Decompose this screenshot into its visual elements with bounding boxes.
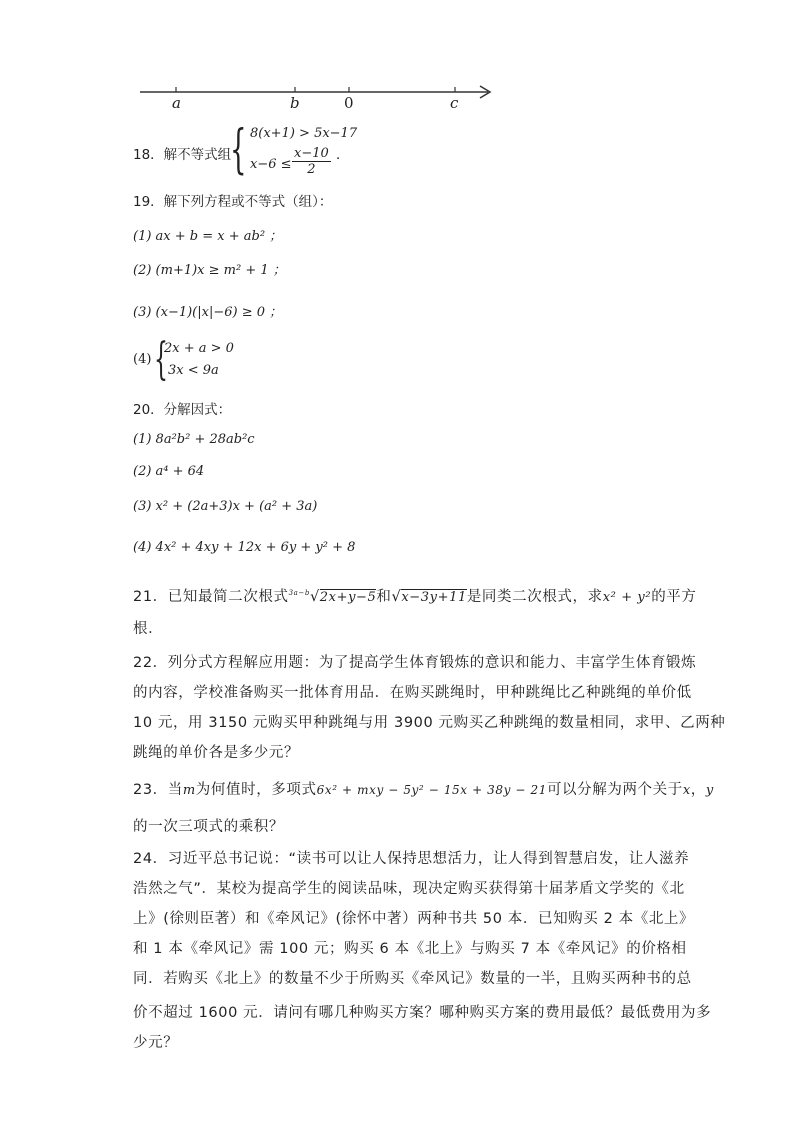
q22-line-3: 10 元，用 3150 元购买甲种跳绳与用 3900 元购买乙种跳绳的数量相同，求甲、乙两种 <box>133 715 726 731</box>
q23-var-x: x <box>682 783 691 798</box>
q21-text3: 是同类二次根式，求 <box>466 589 603 605</box>
q24-line-3: 上》(徐则臣著）和《牵风记》(徐怀中著）两种书共 50 本．已知购买 2 本《北上》 <box>133 911 695 927</box>
q19-item-2: (2) (m+1)x ≥ m² + 1 ； <box>133 263 286 278</box>
q23-line2: 的一次三项式的乘积？ <box>133 819 284 835</box>
q21-radical1: 2x+y−5 <box>319 590 377 605</box>
label-c: c <box>450 94 459 112</box>
q22-line-1: 22．列分式方程解应用题：为了提高学生体育锻炼的意识和能力、丰富学生体育锻炼 <box>133 655 697 671</box>
q22-line-4: 跳绳的单价各是多少元？ <box>133 745 300 761</box>
q20-title: 20．分解因式： <box>133 402 232 418</box>
q20-item-1: (1) 8a²b² + 28ab²c <box>133 432 255 447</box>
q24-line-5: 同．若购买《北上》的数量不少于所购买《牵风记》数量的一半，且购买两种书的总 <box>133 971 692 987</box>
q19-item-1: (1) ax + b = x + ab² ； <box>133 229 283 244</box>
label-a: a <box>172 94 181 112</box>
label-zero: 0 <box>344 94 354 112</box>
q19-item-4-line2: 3x < 9a <box>168 363 219 378</box>
q23-comma: ， <box>690 782 706 798</box>
number-line <box>138 78 498 114</box>
q20-item-4: (4) 4x² + 4xy + 12x + 6y + y² + 8 <box>133 540 356 555</box>
q18-line1: 8(x+1) > 5x−17 <box>250 126 358 141</box>
q21-radical2-icon: √ <box>391 589 402 605</box>
q24-line-1: 24．习近平总书记说：“读书可以让人保持思想活力，让人得到智慧启发，让人滋养 <box>133 851 690 867</box>
q22-line-2: 的内容，学校准备购买一批体育用品．在购买跳绳时，甲种跳绳比乙种跳绳的单价低 <box>133 685 692 701</box>
q19-item-3: (3) (x−1)(|x|−6) ≥ 0 ； <box>133 305 283 320</box>
q24-line-6: 价不超过 1600 元．请问有哪几种购买方案？哪种购买方案的费用最低？最低费用为多 <box>133 1005 712 1021</box>
q21-text4: 的平方 <box>651 589 697 605</box>
q21-text2: 和 <box>376 589 392 605</box>
q23-text2: 为何值时，多项式 <box>195 782 317 798</box>
q23-var-m: m <box>182 783 196 798</box>
q18-line2-left: x−6 ≤ <box>250 157 292 172</box>
q18-frac-den: 2 <box>307 162 316 177</box>
q23-var-y: y <box>705 783 714 798</box>
q19-title: 19．解下列方程或不等式（组）： <box>133 194 333 210</box>
q23-text1: 23．当 <box>133 782 183 798</box>
label-b: b <box>290 94 300 112</box>
q21-text1: 21．已知最简二次根式 <box>133 589 289 605</box>
q18-suffix: ． <box>336 147 350 163</box>
q24-line-4: 和 1 本《牵风记》需 100 元；购买 6 本《北上》与购买 7 本《牵风记》的价格相 <box>133 941 687 957</box>
q21-radical1-index: 3a−b <box>288 589 310 597</box>
q21-radical1-icon: √ <box>309 589 320 605</box>
q18-fraction <box>292 146 331 177</box>
q23-poly: 6x² + mxy − 5y² − 15x + 38y − 21 <box>316 783 547 797</box>
q18-prefix: 18．解不等式组 <box>133 147 232 163</box>
q24-line-2: 浩然之气”．某校为提高学生的阅读品味，现决定购买获得第十届茅盾文学奖的《北 <box>133 881 685 897</box>
q19-item-4-line1: 2x + a > 0 <box>164 341 234 356</box>
q23-text3: 可以分解为两个关于 <box>546 782 683 798</box>
q23-line1 <box>133 781 714 800</box>
q24-line-7: 少元？ <box>133 1035 179 1051</box>
q18-brace: { <box>230 120 247 180</box>
q21-line1 <box>133 584 697 607</box>
q19-item-4-label: (4) <box>133 352 152 367</box>
q21-line2: 根． <box>133 621 164 637</box>
q21-radical2: x−3y+11 <box>401 590 467 605</box>
q18-frac-num: x−10 <box>294 146 329 161</box>
q20-item-2: (2) a⁴ + 64 <box>133 464 205 479</box>
q20-item-3: (3) x² + (2a+3)x + (a² + 3a) <box>133 499 318 514</box>
q19-item-4-brace: { <box>154 334 168 385</box>
q21-expr: x² + y² <box>602 590 652 605</box>
